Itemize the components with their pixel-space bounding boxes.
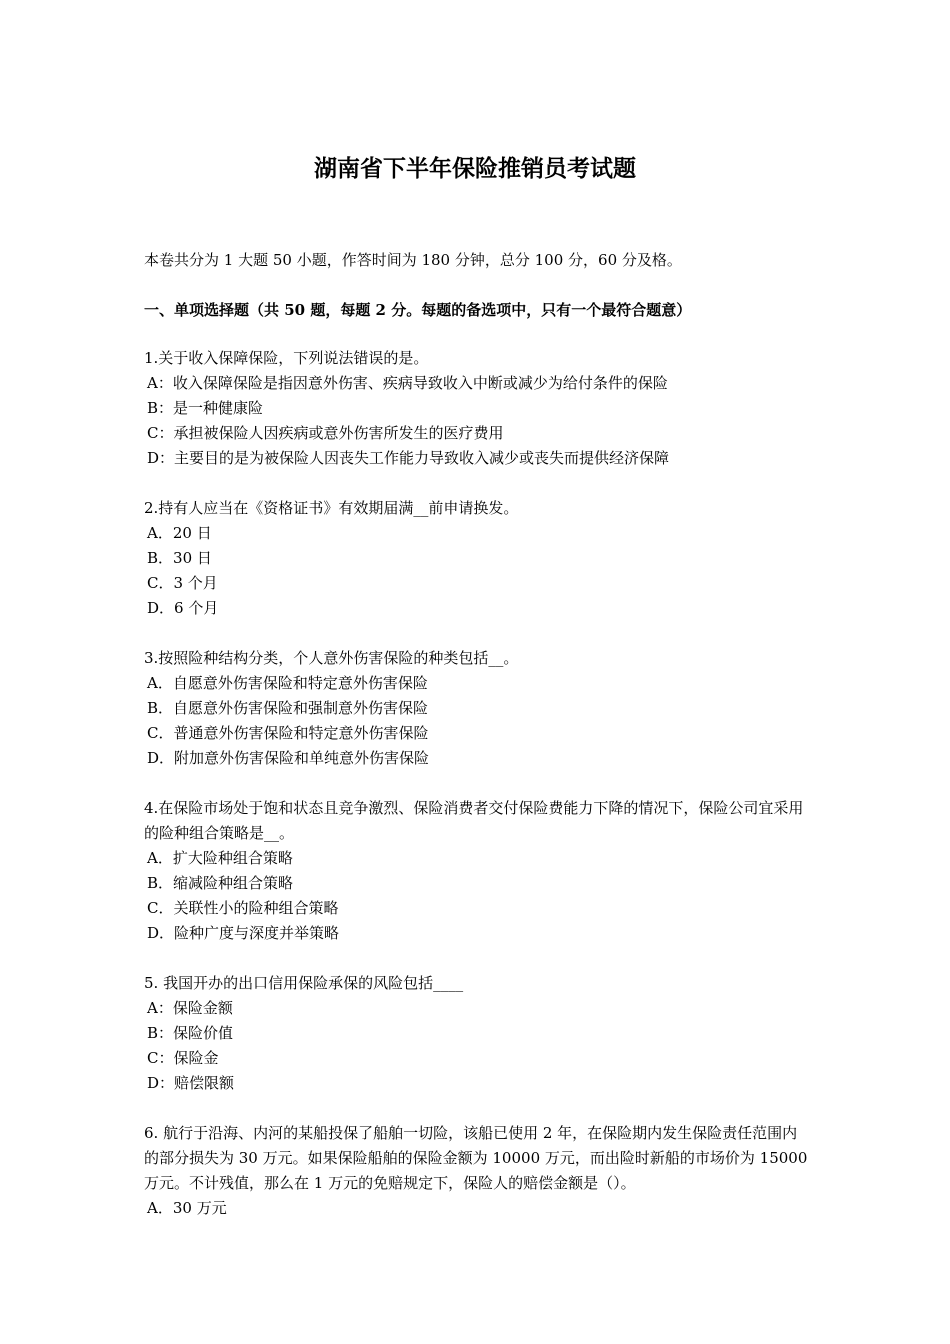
- option-c: C：保险金: [147, 1049, 219, 1067]
- option-a: A：保险金额: [147, 999, 233, 1017]
- option-d: D：赔偿限额: [147, 1074, 235, 1092]
- question-5: [144, 971, 808, 1096]
- option-c: C．3 个月: [147, 574, 218, 592]
- question-text: 6. 航行于沿海、内河的某船投保了船舶一切险，该船已使用 2 年，在保险期内发生保险责任范围内的部分损失为 30 万元。如果保险船舶的保险金额为 10000 万元，而出险时新船的市场价为 15000 万元。不计残值，那么在 1 万元的免赔规定下，保险人的赔偿金额是（）。: [144, 1124, 808, 1192]
- option-a: A．20 日: [147, 524, 212, 542]
- option-c: C．普通意外伤害保险和特定意外伤害保险: [147, 724, 429, 742]
- question-text: 1.关于收入保障保险，下列说法错误的是。: [144, 349, 429, 367]
- option-a: A．30 万元: [147, 1199, 227, 1217]
- option-c: C．关联性小的险种组合策略: [147, 899, 339, 917]
- option-b: B：保险价值: [147, 1024, 234, 1042]
- option-b: B．缩减险种组合策略: [147, 874, 294, 892]
- option-c: C：承担被保险人因疾病或意外伤害所发生的医疗费用: [147, 424, 504, 442]
- option-b: B．30 日: [147, 549, 212, 567]
- option-d: D：主要目的是为被保险人因丧失工作能力导致收入减少或丧失而提供经济保障: [147, 449, 670, 467]
- question-4: [144, 796, 808, 946]
- option-d: D．附加意外伤害保险和单纯意外伤害保险: [147, 749, 430, 767]
- question-2: [144, 496, 808, 621]
- question-text: 4.在保险市场处于饱和状态且竞争激烈、保险消费者交付保险费能力下降的情况下，保险公司宜采用的险种组合策略是__。: [144, 799, 804, 842]
- option-b: B．自愿意外伤害保险和强制意外伤害保险: [147, 699, 429, 717]
- question-text: 2.持有人应当在《资格证书》有效期届满__前申请换发。: [144, 499, 519, 517]
- option-a: A：收入保障保险是指因意外伤害、疾病导致收入中断或减少为给付条件的保险: [147, 374, 668, 392]
- option-b: B：是一种健康险: [147, 399, 264, 417]
- option-a: A．自愿意外伤害保险和特定意外伤害保险: [147, 674, 428, 692]
- exam-intro: 本卷共分为 1 大题 50 小题，作答时间为 180 分钟，总分 100 分，60 分及格。: [144, 251, 682, 269]
- question-3: [144, 646, 808, 771]
- section-heading: 一、单项选择题（共 50 题，每题 2 分。每题的备选项中，只有一个最符合题意）: [144, 301, 692, 319]
- document-title: 湖南省下半年保险推销员考试题: [314, 155, 636, 182]
- question-text: 3.按照险种结构分类，个人意外伤害保险的种类包括__。: [144, 649, 519, 667]
- question-list: [144, 346, 808, 1246]
- option-d: D．6 个月: [147, 599, 219, 617]
- question-1: [144, 346, 808, 471]
- option-a: A．扩大险种组合策略: [147, 849, 293, 867]
- option-d: D．险种广度与深度并举策略: [147, 924, 340, 942]
- question-text: 5. 我国开办的出口信用保险承保的风险包括____: [144, 974, 464, 992]
- question-6: [144, 1121, 808, 1221]
